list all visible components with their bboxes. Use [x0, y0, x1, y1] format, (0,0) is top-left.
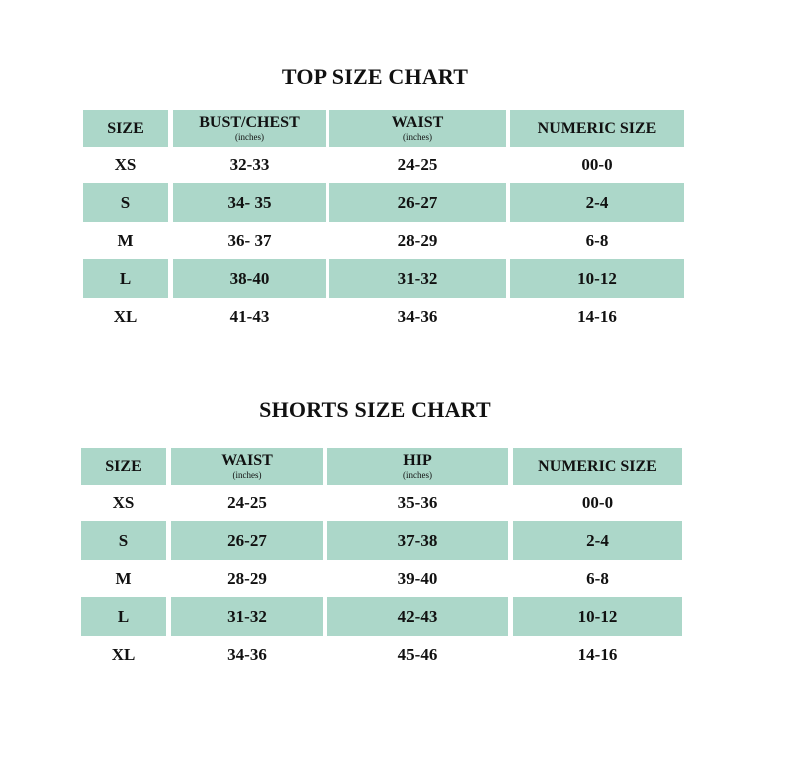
shorts-header-waist	[171, 448, 323, 485]
shorts-header-size	[81, 448, 166, 485]
top-row-m-bust: 36- 37	[227, 230, 272, 250]
top-header-waist-unit: (inches)	[403, 132, 432, 142]
shorts-row-xl-numeric: 14-16	[577, 644, 618, 664]
shorts-row-xl-waist: 34-36	[227, 644, 267, 664]
top-size-chart-title: TOP SIZE CHART	[281, 64, 469, 89]
shorts-header-waist-unit: (inches)	[232, 470, 262, 480]
top-row-l-numeric: 10-12	[510, 259, 684, 298]
top-header-numeric-label: NUMERIC SIZE	[537, 119, 657, 137]
top-row-xs-waist: 24-25	[397, 155, 438, 174]
shorts-header-hip-label: HIP	[403, 452, 432, 469]
top-header-waist-label: WAIST	[391, 114, 444, 131]
shorts-header-hip-unit: (inches)	[403, 470, 432, 480]
shorts-header-hip	[327, 448, 508, 485]
top-row-s-waist: 26-27	[329, 183, 506, 222]
top-row-l-waist: 31-32	[329, 259, 506, 298]
top-header-bust-unit: (inches)	[235, 132, 264, 142]
top-row-m-waist: 28-29	[397, 230, 438, 250]
top-row-s-size: S	[83, 183, 168, 222]
shorts-header-numeric-label: NUMERIC SIZE	[538, 457, 657, 475]
shorts-row-xs-hip: 35-36	[397, 493, 438, 512]
top-row-xl-numeric: 14-16	[577, 306, 617, 326]
shorts-row-m-numeric: 6-8	[586, 568, 609, 588]
top-row-s-numeric: 2-4	[510, 183, 684, 222]
shorts-row-m-waist: 28-29	[227, 568, 267, 588]
shorts-row-l-hip: 42-43	[327, 597, 508, 636]
shorts-row-xs-waist: 24-25	[227, 493, 267, 512]
top-row-l-bust: 38-40	[173, 259, 326, 298]
top-row-s-bust: 34- 35	[173, 183, 326, 222]
shorts-row-l-waist: 31-32	[171, 597, 323, 636]
shorts-row-xl-hip: 45-46	[397, 644, 438, 664]
top-row-xs-size: XS	[114, 155, 137, 174]
shorts-row-m-size: M	[115, 568, 132, 588]
shorts-row-s-hip: 37-38	[327, 521, 508, 560]
top-row-m-size: M	[117, 230, 134, 250]
shorts-row-s-size: S	[81, 521, 166, 560]
top-header-waist	[329, 110, 506, 147]
shorts-row-s-numeric: 2-4	[513, 521, 682, 560]
top-row-xl-bust: 41-43	[229, 306, 270, 326]
shorts-row-xl-size: XL	[111, 644, 136, 664]
top-header-bust	[173, 110, 326, 147]
top-row-l-size: L	[83, 259, 168, 298]
top-header-size-label: SIZE	[107, 119, 144, 137]
shorts-row-xs-size: XS	[112, 493, 135, 512]
shorts-row-xs-numeric: 00-0	[581, 493, 614, 512]
shorts-row-m-hip: 39-40	[397, 568, 438, 588]
shorts-row-l-numeric: 10-12	[513, 597, 682, 636]
top-row-xl-size: XL	[113, 306, 138, 326]
top-header-numeric	[510, 110, 684, 147]
top-row-xs-numeric: 00-0	[581, 155, 613, 174]
top-header-bust-label: BUST/CHEST	[199, 114, 300, 131]
shorts-row-s-waist: 26-27	[171, 521, 323, 560]
top-row-m-numeric: 6-8	[585, 230, 609, 250]
shorts-row-l-size: L	[81, 597, 166, 636]
top-row-xl-waist: 34-36	[397, 306, 438, 326]
shorts-size-chart-title: SHORTS SIZE CHART	[259, 397, 491, 422]
shorts-header-waist-label: WAIST	[221, 452, 273, 469]
shorts-header-size-label: SIZE	[105, 457, 142, 475]
shorts-header-numeric	[513, 448, 682, 485]
top-header-size	[83, 110, 168, 147]
top-row-xs-bust: 32-33	[229, 155, 270, 174]
